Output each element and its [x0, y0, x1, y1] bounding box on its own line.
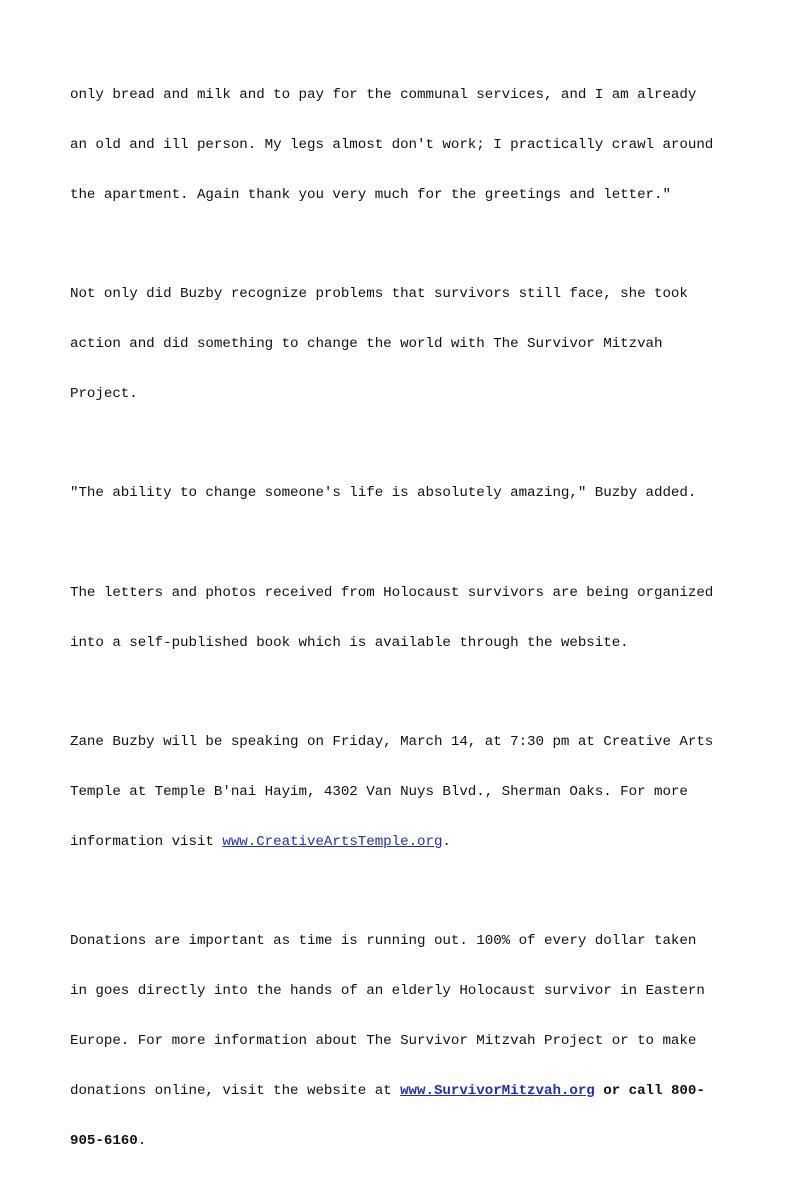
text-line: Not only did Buzby recognize problems that survivors still face, she took [70, 286, 688, 303]
text-line: Temple at Temple B'nai Hayim, 4302 Van Nuys Blvd., Sherman Oaks. For more [70, 784, 688, 801]
text-segment: . [442, 833, 451, 850]
text-line: "The ability to change someone's life is absolutely amazing," Buzby added. [70, 485, 697, 502]
paragraph-book [70, 552, 750, 685]
text-segment: . [137, 1132, 147, 1149]
text-line: action and did something to change the world with The Survivor Mitzvah [70, 336, 663, 353]
text-line: Zane Buzby will be speaking on Friday, March 14, at 7:30 pm at Creative Arts [70, 734, 714, 751]
text-segment: donations online, visit the website at [70, 1082, 401, 1099]
text-line: an old and ill person. My legs almost don't work; I practically crawl around [70, 136, 714, 153]
paragraph-speaking-event [70, 701, 750, 884]
document-page [70, 54, 750, 1199]
text-line [70, 1133, 750, 1150]
survivor-mitzvah-link[interactable]: www.SurvivorMitzvah.org [400, 1082, 595, 1099]
paragraph-buzby-quote [70, 452, 750, 535]
text-line [70, 834, 750, 851]
creative-arts-temple-link[interactable]: www.CreativeArtsTemple.org [222, 833, 443, 850]
text-line: in goes directly into the hands of an elderly Holocaust survivor in Eastern [70, 983, 705, 1000]
text-line: The letters and photos received from Holocaust survivors are being organized [70, 585, 714, 601]
text-line: into a self-published book which is available through the website. [70, 634, 629, 651]
text-line: only bread and milk and to pay for the communal services, and I am already [70, 87, 697, 104]
text-line: Project. [70, 385, 138, 402]
text-line [70, 1083, 750, 1100]
text-line: the apartment. Again thank you very much for the greetings and letter." [70, 186, 671, 203]
paragraph-buzby-action [70, 253, 750, 436]
phone-text: or call 800- [594, 1082, 705, 1099]
phone-text: 905-6160 [70, 1132, 138, 1149]
text-line: Donations are important as time is running out. 100% of every dollar taken [70, 933, 697, 950]
text-line: Europe. For more information about The Survivor Mitzvah Project or to make [70, 1033, 697, 1050]
text-segment: information visit [70, 833, 223, 850]
paragraph-donations [70, 900, 750, 1182]
paragraph-letter-quote-end [70, 54, 750, 237]
